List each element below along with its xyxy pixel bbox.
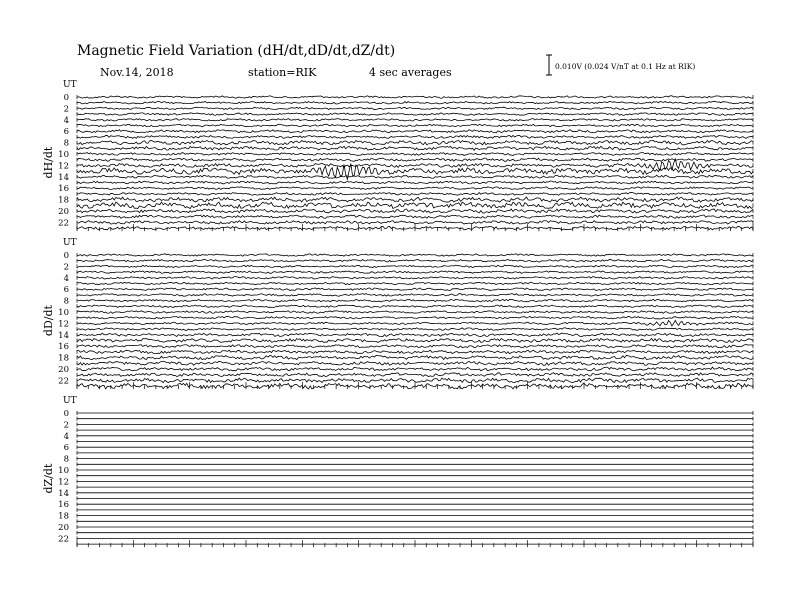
- trace-hour: [77, 215, 753, 218]
- hour-label: 20: [58, 523, 69, 533]
- trace-hour: [77, 119, 753, 122]
- panel-dhdt: [42, 80, 753, 231]
- hour-label: 18: [58, 195, 69, 206]
- figure-title: Magnetic Field Variation (dH/dt,dD/dt,dZ/dt): [77, 43, 396, 59]
- hour-label: 0: [63, 251, 69, 261]
- hour-label: 12: [58, 477, 69, 488]
- hour-label: 2: [63, 104, 69, 115]
- hour-label: 16: [58, 342, 69, 353]
- hour-label: 10: [58, 466, 69, 476]
- trace-hour: [77, 140, 753, 145]
- trace-hour: [77, 294, 753, 297]
- trace-hour: [77, 175, 753, 178]
- hour-label: 8: [63, 138, 69, 149]
- trace-hour: [77, 135, 753, 138]
- hour-label: 0: [63, 93, 69, 103]
- ut-axis-label: UT: [63, 396, 77, 406]
- hour-label: 2: [63, 262, 69, 273]
- hour-label: 18: [58, 353, 69, 364]
- hour-label: 20: [58, 207, 69, 217]
- trace-hour: [77, 367, 753, 371]
- date-label: Nov.14, 2018: [100, 66, 174, 79]
- trace-hour: [77, 328, 753, 331]
- trace-hour: [77, 113, 753, 116]
- trace-hour: [77, 197, 753, 202]
- hour-label: 12: [58, 319, 69, 330]
- trace-hour: [77, 311, 753, 314]
- hour-label: 14: [58, 330, 69, 341]
- scale-label: 0.010V (0.024 V/nT at 0.1 Hz at RIK): [555, 62, 696, 71]
- trace-hour: [77, 320, 753, 326]
- hour-label: 4: [63, 431, 69, 442]
- hour-label: 20: [58, 365, 69, 375]
- trace-hour: [77, 153, 753, 156]
- trace-hour: [77, 209, 753, 213]
- panel-ylabel: dD/dt: [42, 305, 55, 337]
- hour-label: 22: [58, 218, 69, 229]
- trace-hour: [77, 107, 753, 109]
- hour-label: 4: [63, 273, 69, 284]
- hour-label: 14: [58, 488, 69, 499]
- hour-label: 6: [63, 443, 69, 454]
- panel-ylabel: dH/dt: [42, 146, 55, 179]
- trace-hour: [77, 221, 753, 224]
- panel-ylabel: dZ/dt: [42, 463, 55, 494]
- trace-hour: [77, 130, 753, 133]
- trace-hour: [77, 299, 753, 302]
- trace-hour: [77, 288, 753, 291]
- trace-hour: [77, 373, 753, 377]
- hour-label: 8: [63, 454, 69, 465]
- trace-hour: [77, 333, 753, 337]
- hour-label: 22: [58, 376, 69, 387]
- hour-label: 12: [58, 161, 69, 172]
- hour-label: 22: [58, 534, 69, 545]
- trace-hour: [77, 378, 753, 383]
- trace-hour: [77, 265, 753, 268]
- trace-hour: [77, 193, 753, 196]
- trace-hour: [77, 282, 753, 285]
- hour-label: 4: [63, 115, 69, 126]
- hour-label: 10: [58, 308, 69, 318]
- panel-dddt: [42, 238, 753, 389]
- ut-axis-label: UT: [63, 238, 77, 248]
- trace-hour: [77, 96, 753, 99]
- scale-bar: [546, 55, 552, 75]
- trace-hour: [77, 355, 753, 359]
- trace-hour: [77, 146, 753, 150]
- trace-hour: [77, 101, 753, 104]
- trace-hour: [77, 350, 753, 354]
- trace-hour: [77, 316, 753, 318]
- hour-label: 16: [58, 500, 69, 511]
- hour-label: 18: [58, 511, 69, 522]
- panel-dzdt: [42, 396, 753, 547]
- trace-hour: [77, 271, 753, 273]
- ut-axis-label: UT: [63, 80, 77, 90]
- hour-label: 6: [63, 127, 69, 138]
- panels: [42, 80, 753, 547]
- trace-hour: [77, 338, 753, 342]
- hour-label: 16: [58, 184, 69, 195]
- trace-hour: [77, 187, 753, 190]
- trace-hour: [77, 202, 753, 209]
- averaging-label: 4 sec averages: [369, 66, 452, 79]
- trace-hour: [77, 305, 753, 308]
- trace-hour: [77, 361, 753, 365]
- trace-hour: [77, 158, 753, 161]
- trace-hour: [77, 277, 753, 280]
- station-label: station=RIK: [248, 66, 317, 79]
- trace-hour: [77, 181, 753, 184]
- hour-label: 10: [58, 150, 69, 160]
- hour-label: 14: [58, 172, 69, 183]
- trace-hour: [77, 345, 753, 348]
- hour-label: 0: [63, 409, 69, 419]
- hour-label: 8: [63, 296, 69, 307]
- trace-hour: [77, 124, 753, 127]
- hour-label: 6: [63, 285, 69, 296]
- trace-hour: [77, 259, 753, 262]
- trace-hour: [77, 254, 753, 257]
- hour-label: 2: [63, 420, 69, 431]
